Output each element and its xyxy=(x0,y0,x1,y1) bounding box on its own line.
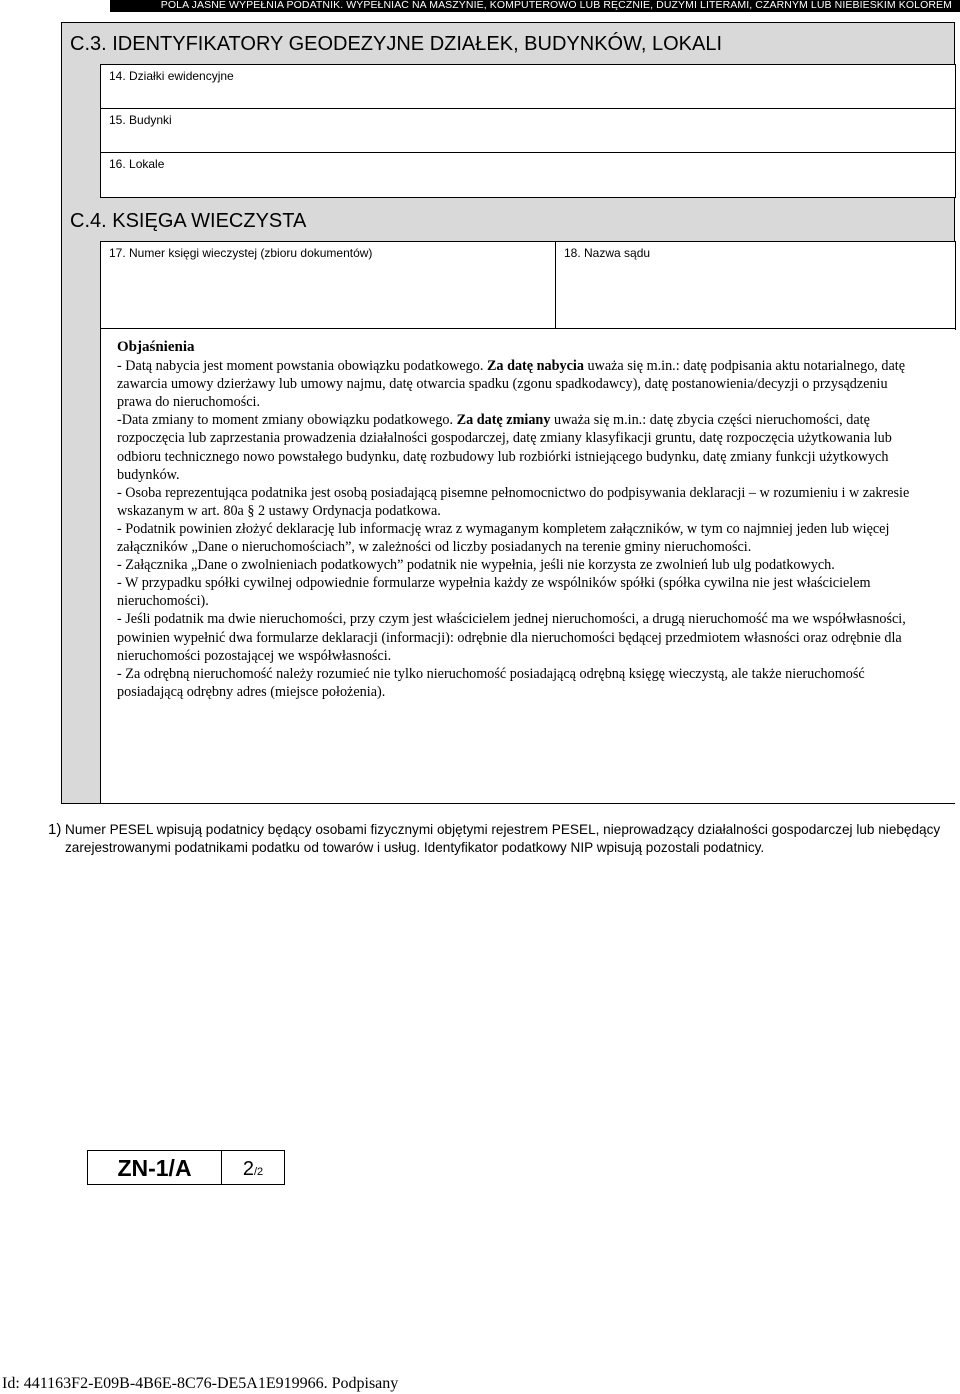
note-co-ownership: - Jeśli podatnik ma dwie nieruchomości, przy czym jest właścicielem jednej nieruchomości, a drugą nieruchomość ma we współwłasności, powinien wypełnić dwa formularze deklaracji (informacji): odrębnie dla nieruchomości będącej przedmiotem własności oraz odrębnie dla nieruchomości pozostającej we współwłasności. xyxy=(117,611,906,664)
form-code-box xyxy=(87,1150,285,1185)
note-separate-property: - Za odrębną nieruchomość należy rozumieć nie tylko nieruchomość posiadającą odrębną księgę wieczystą, ale także nieruchomość posiadającą odrębny adres (miejsce położenia). xyxy=(117,665,865,700)
page-number: 2/2 xyxy=(242,1158,264,1180)
note-civil-partnership: - W przypadku spółki cywilnej odpowiednie formularze wypełnia każdy ze wspólników spółki (spółka cywilna nie jest właścicielem nieruchomości). xyxy=(117,575,871,610)
section-c3-title: C.3. IDENTYFIKATORY GEODEZYJNE DZIAŁEK, BUDYNKÓW, LOKALI xyxy=(70,33,723,55)
note-exemptions: - Załącznika „Dane o zwolnieniach podatkowych” podatnik nie wypełnia, jeśli nie korzysta ze zwolnień lub ulg podatkowych. xyxy=(117,557,835,574)
field-14-label: 14. Działki ewidencyjne xyxy=(109,69,234,83)
field-14-parcels[interactable] xyxy=(100,64,956,109)
explanations-title: Objaśnienia xyxy=(117,339,195,355)
field-16-label: 16. Lokale xyxy=(109,157,165,171)
footnote-text: Numer PESEL wpisują podatnicy będący osobami fizycznymi objętymi rejestrem PESEL, nieprowadzący działalności gospodarczej lub niebędący zarejestrowanymi podatnikami podatku od towarów i usług. Identyfikator podatkowy NIP wpisują pozostali podatnicy. xyxy=(65,822,941,855)
field-16-premises[interactable] xyxy=(100,152,956,198)
field-18-label: 18. Nazwa sądu xyxy=(564,246,651,260)
field-15-label: 15. Budynki xyxy=(109,113,172,127)
form-code: ZN-1/A xyxy=(88,1151,222,1184)
note-attachments: - Podatnik powinien złożyć deklarację lub informację wraz z wymaganym kompletem załączników, w tym co najmniej jeden lub więcej załączników „Dane o nieruchomościach”, w zależności od liczby posiadanych na terenie gminy nieruchomości. xyxy=(117,520,890,556)
document-id: Id: 441163F2-E09B-4B6E-8C76-DE5A1E919966. Podpisany xyxy=(2,1375,399,1392)
note-change-date: -Data zmiany to moment zmiany obowiązku podatkowego. Za datę zmiany uważa się m.in.: datę zbycia części nieruchomości, datę rozpoczęcia lub zaprzestania prowadzenia działalności gospodarczej, datę zmiany klasyfikacji gruntu, datę rozpoczęcia użytkowania lub odbioru technicznego nowo powstałego budynku, datę rozbudowy lub rozbiórki istniejącego budynku, datę zmiany funkcji użytkowych budynków. xyxy=(117,412,892,483)
section-c4-title: C.4. KSIĘGA WIECZYSTA xyxy=(70,210,307,232)
explanations-box xyxy=(100,328,955,803)
field-15-buildings[interactable] xyxy=(100,108,956,153)
instruction-bar xyxy=(110,0,960,12)
footnote xyxy=(48,821,958,857)
note-acquisition-date: - Datą nabycia jest moment powstania obowiązku podatkowego. Za datę nabycia uważa się m.in.: datę podpisania aktu notarialnego, datę zawarcia umowy dzierżawy lub umowy najmu, datę otwarcia spadku (zgonu spadkodawcy), datę postanowienia/decyzji o przysądzeniu prawa do nieruchomości. xyxy=(117,358,906,411)
field-17-land-register-number[interactable] xyxy=(100,241,556,330)
footnote-number: 1) xyxy=(48,821,62,838)
field-17-label: 17. Numer księgi wieczystej (zbioru dokumentów) xyxy=(109,246,373,260)
field-18-court-name[interactable] xyxy=(555,241,956,330)
explanations-content xyxy=(117,338,917,701)
note-representative: - Osoba reprezentująca podatnika jest osobą posiadającą pisemne pełnomocnictwo do podpisywania deklaracji – w rozumieniu i w zakresie wskazanym w art. 80a § 2 ustawy Ordynacja podatkowa. xyxy=(117,484,910,519)
instruction-text: POLA JASNE WYPEŁNIA PODATNIK. WYPEŁNIAĆ NA MASZYNIE, KOMPUTEROWO LUB RĘCZNIE, DUŻYMI LITERAMI, CZARNYM LUB NIEBIESKIM KOLOREM xyxy=(160,0,952,11)
